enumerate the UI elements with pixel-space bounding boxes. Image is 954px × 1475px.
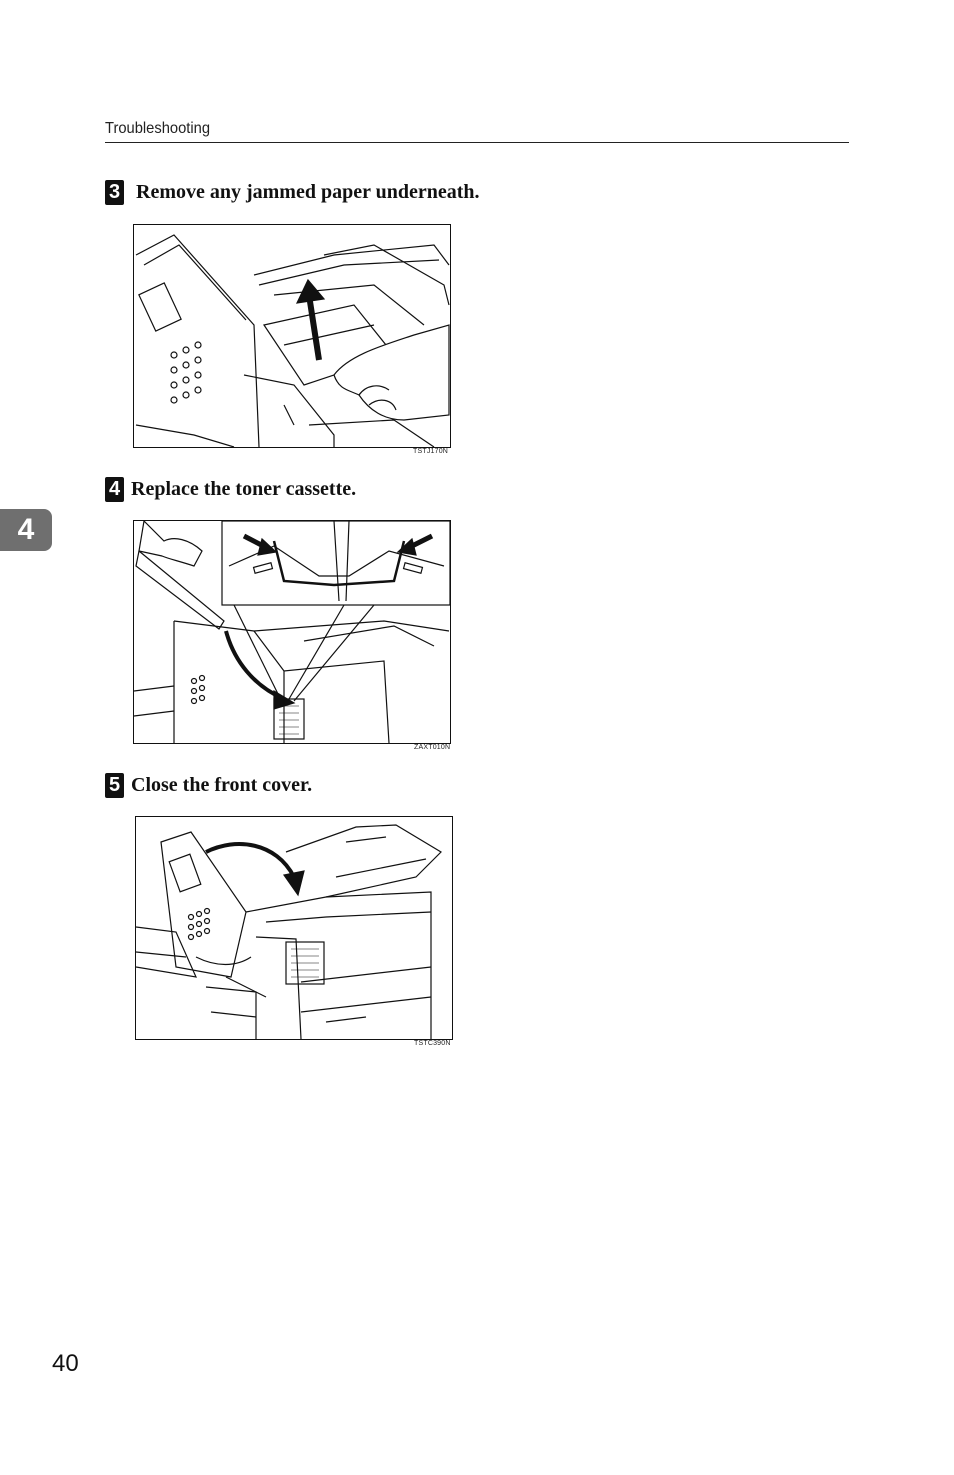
step-number-badge: 3 [105, 180, 124, 205]
figure-code: TSTC390N [414, 1040, 451, 1047]
figure-replace-toner [133, 520, 451, 744]
step-3 [105, 180, 480, 205]
figure-code: ZAXT010N [414, 744, 451, 751]
running-header: Troubleshooting [105, 120, 211, 137]
step-number-badge: 4 [105, 477, 124, 502]
step-4 [105, 477, 356, 502]
figure-code: TSTJ170N [413, 448, 449, 455]
chapter-tab[interactable]: 4 [0, 509, 52, 551]
page-number: 40 [52, 1350, 79, 1377]
figure-remove-jammed-paper [133, 224, 451, 448]
step-number-badge: 5 [105, 773, 124, 798]
figure-close-front-cover [135, 816, 453, 1040]
header-rule [105, 142, 849, 143]
step-instruction: Remove any jammed paper underneath. [136, 181, 480, 203]
step-5 [105, 773, 312, 798]
step-instruction: Close the front cover. [131, 774, 313, 796]
step-instruction: Replace the toner cassette. [131, 478, 357, 500]
